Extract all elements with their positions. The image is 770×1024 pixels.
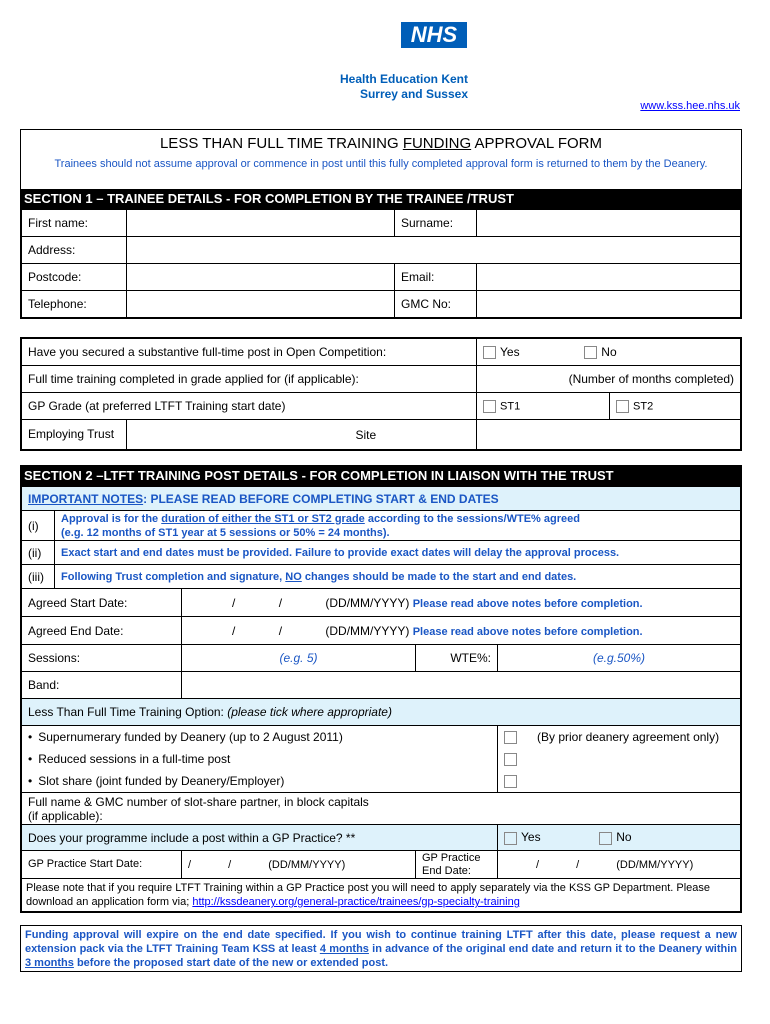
website-link[interactable]: www.kss.hee.nhs.uk [640,100,740,112]
fulltime-question: Full time training completed in grade applied for (if applicable): [22,366,477,393]
start-date-label: Agreed Start Date: [22,589,182,617]
gp-practice-no-checkbox[interactable] [599,832,612,845]
gp-practice-answer [498,825,741,851]
gp-end-field[interactable]: / / (DD/MM/YYYY) [498,851,741,879]
band-label: Band: [22,672,182,699]
substantive-no-checkbox[interactable] [584,346,597,359]
section2-heading: SECTION 2 –LTFT TRAINING POST DETAILS - FOR COMPLETION IN LIAISON WITH THE TRUST [21,466,741,486]
ltft-options-checkboxes [498,726,741,793]
postcode-field[interactable] [127,264,395,291]
org-name-line2: Surrey and Sussex [359,87,468,101]
section2-table [21,486,741,912]
gp-practice-yes-checkbox[interactable] [504,832,517,845]
email-field[interactable] [477,264,741,291]
reduced-sessions-checkbox[interactable] [504,753,517,766]
post-questions-table [21,338,741,450]
funding-notice: Funding approval will expire on the end date specified. If you wish to continue training LTFT after this date, please request a new extension pack via the LTFT Training Team KSS at least 4 months in advance of the original end date and return it to the Deanery within 3 months before the proposed start date of the new or extended post. [20,925,742,972]
postcode-label: Postcode: [22,264,127,291]
wte-field[interactable]: (e.g.50%) [498,645,741,672]
note-iii: Following Trust completion and signature, NO changes should be made to the start and end dates. [55,565,741,589]
gmc-field[interactable] [477,291,741,318]
option-supernumerary: • Supernumerary funded by Deanery (up to 2 August 2011) [28,726,491,748]
gp-start-label: GP Practice Start Date: [22,851,182,879]
option-reduced-sessions: • Reduced sessions in a full-time post [28,748,491,770]
substantive-question: Have you secured a substantive full-time post in Open Competition: [22,339,477,366]
gp-grade-question: GP Grade (at preferred LTFT Training start date) [22,393,477,420]
no-label: No [616,830,632,845]
option-slot-share: • Slot share (joint funded by Deanery/Employer) [28,770,491,792]
form-section2 [20,465,742,913]
surname-field[interactable] [477,210,741,237]
wte-label: WTE%: [416,645,498,672]
start-date-field[interactable]: / / (DD/MM/YYYY) Please read above notes before completion. [182,589,741,617]
st1-option [477,393,610,420]
slot-share-partner-field[interactable]: Full name & GMC number of slot-share partner, in block capitals (if applicable): [22,793,741,825]
gp-start-field[interactable]: / / (DD/MM/YYYY) [182,851,416,879]
note-number: (iii) [22,565,55,589]
note-i: Approval is for the duration of either the ST1 or ST2 grade according to the sessions/WTE% agreed (e.g. 12 months of ST1 year at 5 sessions or 50% = 24 months). [55,511,741,541]
employing-trust-field[interactable] [127,420,350,450]
gp-note: Please note that if you require LTFT Training within a GP Practice post you will need to apply separately via the KSS GP Department. Please download an application form via; http://kssdeanery.org/general-practice/trainees/gp-specialty-training [22,879,741,912]
trainee-details-table [21,209,741,318]
address-field[interactable] [127,237,741,264]
org-name-line1: Health Education Kent [339,72,468,86]
st1-label: ST1 [500,399,521,412]
substantive-answer [477,339,741,366]
prior-agreement-note: (By prior deanery agreement only) [537,730,720,744]
yes-label: Yes [521,830,541,845]
first-name-field[interactable] [127,210,395,237]
nhs-logo-mark: NHS [401,22,467,48]
gp-practice-question: Does your programme include a post within a GP Practice? ** [22,825,498,851]
form-title: LESS THAN FULL TIME TRAINING FUNDING APPROVAL FORM [159,135,603,152]
st2-option [610,393,741,420]
telephone-label: Telephone: [22,291,127,318]
gp-application-link[interactable]: http://kssdeanery.org/general-practice/trainees/gp-specialty-training [192,896,520,908]
section1-heading: SECTION 1 – TRAINEE DETAILS - FOR COMPLETION BY THE TRAINEE /TRUST [21,189,741,209]
note-number: (ii) [22,541,55,565]
st1-checkbox[interactable] [483,400,496,413]
no-label: No [601,344,617,359]
telephone-field[interactable] [127,291,395,318]
slot-share-checkbox[interactable] [504,775,517,788]
months-completed-field[interactable]: (Number of months completed) [477,366,741,393]
yes-label: Yes [500,344,520,359]
first-name-label: First name: [22,210,127,237]
important-notes-heading: IMPORTANT NOTES: PLEASE READ BEFORE COMPLETING START & END DATES [22,487,741,511]
form-section1 [20,129,742,319]
sessions-label: Sessions: [22,645,182,672]
address-label: Address: [22,237,127,264]
end-date-label: Agreed End Date: [22,617,182,645]
gp-end-label: GP Practice End Date: [416,851,498,879]
email-label: Email: [395,264,477,291]
st2-label: ST2 [633,399,654,412]
band-field[interactable] [182,672,741,699]
note-ii: Exact start and end dates must be provided. Failure to provide exact dates will delay the approval process. [55,541,741,565]
supernumerary-checkbox[interactable] [504,731,517,744]
ltft-options-list [22,726,498,793]
site-field[interactable] [477,420,741,450]
site-label: Site [350,420,477,450]
note-number: (i) [22,511,55,541]
post-questions [20,337,742,451]
employing-trust-label: Employing Trust [22,420,127,450]
sessions-field[interactable]: (e.g. 5) [182,645,416,672]
ltft-option-heading: Less Than Full Time Training Option: (please tick where appropriate) [22,699,741,726]
surname-label: Surname: [395,210,477,237]
st2-checkbox[interactable] [616,400,629,413]
substantive-yes-checkbox[interactable] [483,346,496,359]
gmc-label: GMC No: [395,291,477,318]
intro-text: Trainees should not assume approval or commence in post until this fully completed approval form is returned to them by the Deanery. [54,158,708,170]
end-date-field[interactable]: / / (DD/MM/YYYY) Please read above notes before completion. [182,617,741,645]
